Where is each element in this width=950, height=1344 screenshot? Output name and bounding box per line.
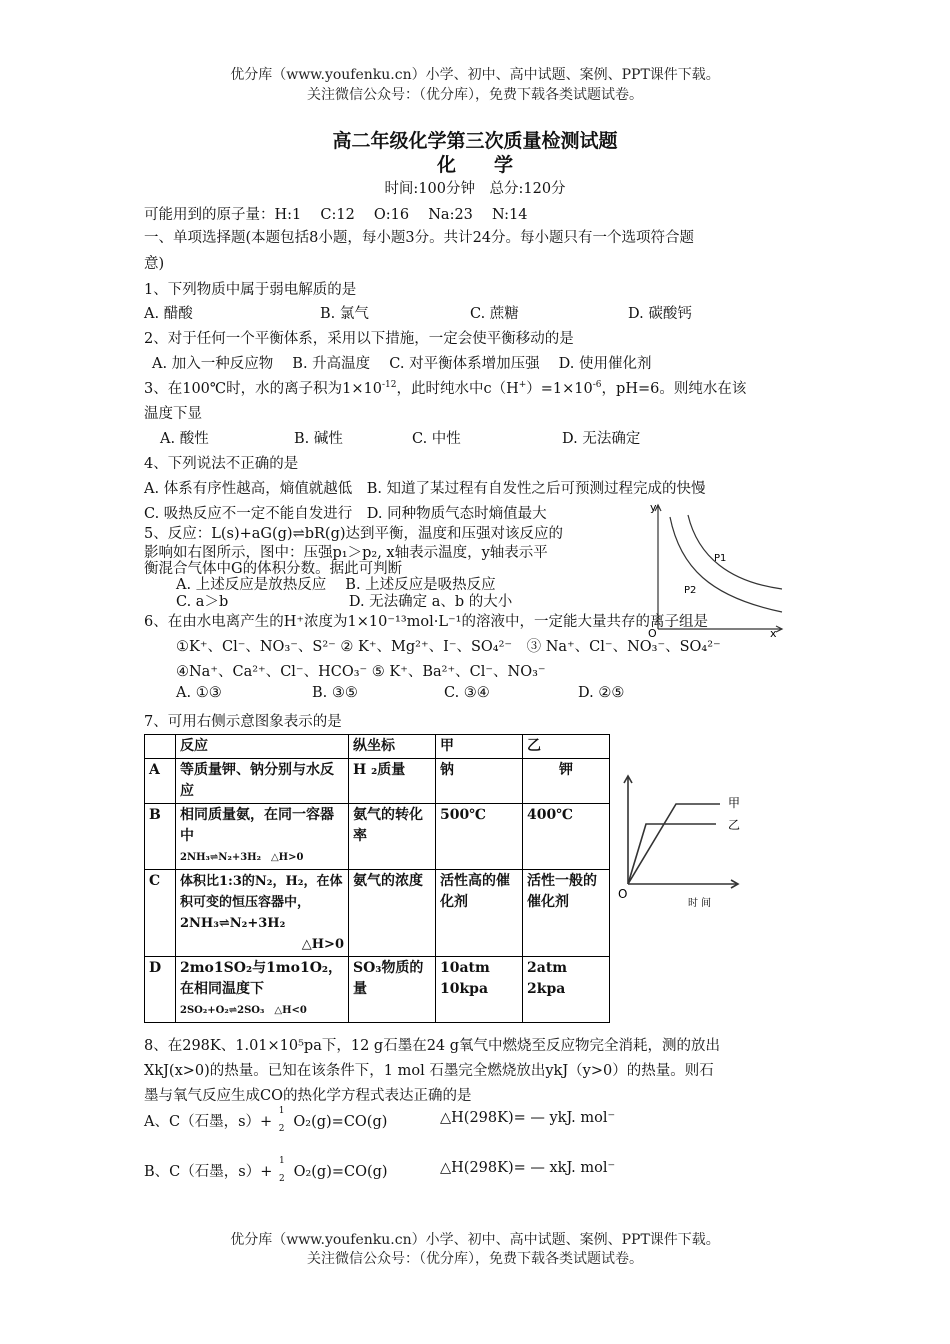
q5-origin: O	[648, 627, 657, 637]
q5-y-label: y	[650, 501, 657, 514]
exam-title: 高二年级化学第三次质量检测试题	[332, 130, 618, 152]
q7-label-jia: 甲	[728, 796, 741, 810]
q5-stem-l3: 衡混合气体中G的体积分数。据此可判断	[144, 561, 403, 577]
table-row	[145, 804, 610, 870]
q3-exp1: -12	[381, 380, 397, 391]
q8-a-frac-num: 1	[278, 1106, 285, 1116]
q7-row-label: D	[145, 957, 176, 1023]
q7-row-reaction-cell	[176, 957, 349, 1023]
q7-row-equation: △H>0	[301, 937, 344, 952]
q7-row-yi: 2atm	[527, 960, 568, 976]
atomic-masses: 可能用到的原子量：H:1 C:12 O:16 Na:23 N:14	[144, 207, 528, 223]
q5-stem-l1: 5、反应：L(s)+aG(g)⇌bR(g)达到平衡，温度和压强对该反应的	[144, 526, 564, 542]
q7-stem: 7、可用右侧示意图象表示的是	[144, 714, 342, 730]
q7-row-yi: 钾	[523, 759, 610, 804]
table-row	[145, 759, 610, 804]
q6-option-b: B. ③⑤	[312, 685, 358, 701]
q7-row-label: A	[145, 759, 176, 804]
page-header-line1: 优分库（www.youfenku.cn）小学、初中、高中试题、案例、PPT课件下载。	[230, 67, 720, 83]
q7-label-yi: 乙	[728, 818, 741, 832]
q3-stem	[144, 377, 746, 398]
q7-row-jia-cell	[436, 957, 523, 1023]
page-footer-line2: 关注微信公众号：（优分库），免费下载各类试题试卷。	[307, 1251, 643, 1267]
q8-stem-l3: 墨与氧气反应生成CO的热化学方程式表达正确的是	[144, 1088, 472, 1104]
q7-row-reaction-cell	[176, 804, 349, 870]
exam-subject: 化 学	[436, 154, 513, 176]
q3-stem-part4: ，pH=6。则纯水在该	[601, 381, 747, 397]
q6-stem: 6、在由水电离产生的H⁺浓度为1×10⁻¹³mol·L⁻¹的溶液中，一定能大量共存的离子组是	[144, 614, 708, 630]
q2-stem: 2、对于任何一个平衡体系，采用以下措施，一定会使平衡移动的是	[144, 331, 574, 347]
q8-b-mid: O₂(g)=CO(g)	[293, 1164, 388, 1180]
q7-row-reaction: 等质量钾、钠分别与水反应	[176, 759, 349, 804]
q7-row-equation: 2NH₃⇌N₂+3H₂ △H>0	[180, 852, 304, 863]
q7-row-ycoord: 氨气的浓度	[349, 870, 436, 957]
q4-options-cd: C. 吸热反应不一定不能自发进行 D. 同种物质气态时熵值最大	[144, 506, 547, 522]
q5-stem-l2: 影响如右图所示，图中：压强p₁＞p₂, x轴表示温度，y轴表示平	[144, 545, 548, 561]
q7-row-jia-alt: 10kpa	[440, 981, 489, 997]
table-row	[145, 870, 610, 957]
q5-curve-p2	[688, 515, 782, 589]
q7-row-jia: 钠	[436, 759, 523, 804]
q8-a-frac-den: 2	[278, 1124, 285, 1134]
q8-a-left: A、C（石墨，s）+	[144, 1114, 273, 1130]
section1-heading: 一、单项选择题(本题包括8小题，每小题3分。共计24分。每小题只有一个选项符合题	[144, 230, 695, 246]
q3-option-b: B. 碱性	[294, 431, 343, 447]
time-info: 时间:100分钟 总分:120分	[384, 181, 566, 197]
q7-header-blank	[145, 735, 176, 759]
q5-curve-p1	[670, 517, 782, 612]
q7-x-label: 时 间	[688, 898, 712, 909]
q7-line-jia	[628, 804, 720, 884]
q7-header-jia: 甲	[436, 735, 523, 759]
q7-row-reaction: 体积比1:3的N₂，H₂，在体积可变的恒压容器中，2NH₃⇌N₂+3H₂	[180, 874, 343, 931]
page-header-line2: 关注微信公众号：（优分库），免费下载各类试题试卷。	[307, 87, 643, 103]
q7-row-label: C	[145, 870, 176, 957]
q7-row-yi: 活性一般的催化剂	[523, 870, 610, 957]
q8-option-a	[144, 1106, 388, 1134]
q1-stem: 1、下列物质中属于弱电解质的是	[144, 282, 357, 298]
q7-table	[144, 734, 610, 1023]
q7-line-yi	[628, 824, 716, 884]
q1-option-c: C. 蔗糖	[470, 306, 519, 322]
q3-stem-part3: ）=1×10	[526, 381, 593, 397]
q3-option-d: D. 无法确定	[562, 431, 641, 447]
q6-option-c: C. ③④	[444, 685, 490, 701]
q7-row-ycoord: 氨气的转化率	[349, 804, 436, 870]
q5-options-ab: A. 上述反应是放热反应 B. 上述反应是吸热反应	[176, 577, 496, 593]
q8-a-mid: O₂(g)=CO(g)	[293, 1114, 388, 1130]
q8-b-frac-num: 1	[278, 1156, 285, 1166]
q4-stem: 4、下列说法不正确的是	[144, 456, 299, 472]
q6-sets-1: ①K⁺、Cl⁻、NO₃⁻、S²⁻ ② K⁺、Mg²⁺、I⁻、SO₄²⁻ ③ Na⁺、Cl⁻、NO₃⁻、SO₄²⁻	[176, 639, 721, 655]
q7-row-label: B	[145, 804, 176, 870]
q7-row-equation: 2SO₂+O₂⇌2SO₃ △H<0	[180, 1005, 307, 1016]
section1-heading-cont: 意)	[144, 256, 165, 272]
q7-row-yi-cell	[523, 957, 610, 1023]
q8-b-enthalpy: △H(298K)= — xkJ. mol⁻	[440, 1160, 616, 1176]
q7-row-ycoord: H ₂质量	[349, 759, 436, 804]
q3-stem-cont: 温度下显	[144, 406, 202, 422]
q3-option-c: C. 中性	[412, 431, 461, 447]
page-footer-line1: 优分库（www.youfenku.cn）小学、初中、高中试题、案例、PPT课件下载。	[230, 1232, 720, 1248]
q7-row-ycoord: SO₃物质的量	[349, 957, 436, 1023]
q6-sets-2: ④Na⁺、Ca²⁺、Cl⁻、HCO₃⁻ ⑤ K⁺、Ba²⁺、Cl⁻、NO₃⁻	[176, 664, 546, 680]
q3-stem-part1: 3、在100℃时，水的离子积为1×10	[144, 381, 382, 397]
q7-row-jia: 10atm	[440, 960, 490, 976]
q1-option-a: A. 醋酸	[144, 306, 193, 322]
q6-option-a: A. ①③	[176, 685, 222, 701]
q8-stem-l2: XkJ(x>0)的热量。已知在该条件下，1 mol 石墨完全燃烧放出ykJ（y>0）的热量。则石	[144, 1063, 714, 1079]
q2-options: A. 加入一种反应物 B. 升高温度 C. 对平衡体系增加压强 D. 使用催化剂	[152, 356, 652, 372]
q8-a-fraction	[277, 1106, 289, 1134]
q7-graph	[616, 770, 766, 916]
q7-row-jia: 500℃	[436, 804, 523, 870]
q7-row-jia: 活性高的催化剂	[436, 870, 523, 957]
q7-row-reaction-cell	[176, 870, 349, 957]
q7-header-reaction: 反应	[176, 735, 349, 759]
q6-option-d: D. ②⑤	[578, 685, 625, 701]
q8-b-fraction	[277, 1156, 289, 1184]
q7-header-yi: 乙	[523, 735, 610, 759]
q8-a-enthalpy: △H(298K)= — ykJ. mol⁻	[440, 1110, 616, 1126]
q7-origin: O	[618, 887, 628, 901]
q5-label-p2: P2	[684, 585, 697, 596]
q7-row-reaction: 2mo1SO₂与1mo1O₂，在相同温度下	[180, 960, 343, 997]
q5-options-cd: C. a＞b D. 无法确定 a、b 的大小	[176, 594, 513, 610]
q7-row-reaction: 相同质量氨，在同一容器中	[180, 807, 334, 844]
q3-exp3: -6	[592, 380, 602, 391]
q3-option-a: A. 酸性	[160, 431, 209, 447]
table-row	[145, 957, 610, 1023]
q7-row-yi-alt: 2kpa	[527, 981, 566, 997]
q8-stem-l1: 8、在298K、1.01×10⁵pa下，12 g石墨在24 g氧气中燃烧至反应物完全消耗，测的放出	[144, 1038, 721, 1054]
q5-x-label: x	[770, 627, 777, 637]
q7-header-row	[145, 735, 610, 759]
q7-row-yi: 400℃	[523, 804, 610, 870]
q3-exp2: +	[518, 380, 527, 391]
q5-label-p1: P1	[714, 553, 727, 564]
q8-b-frac-den: 2	[278, 1174, 285, 1184]
q1-option-d: D. 碳酸钙	[628, 306, 692, 322]
q4-options-ab: A. 体系有序性越高，熵值就越低 B. 知道了某过程有自发性之后可预测过程完成的快慢	[144, 481, 706, 497]
q8-option-b	[144, 1156, 388, 1184]
q3-stem-part2: ，此时纯水中c（H	[396, 381, 519, 397]
q1-option-b: B. 氯气	[320, 306, 369, 322]
q7-header-ycoord: 纵坐标	[349, 735, 436, 759]
q8-b-left: B、C（石墨，s）+	[144, 1164, 273, 1180]
